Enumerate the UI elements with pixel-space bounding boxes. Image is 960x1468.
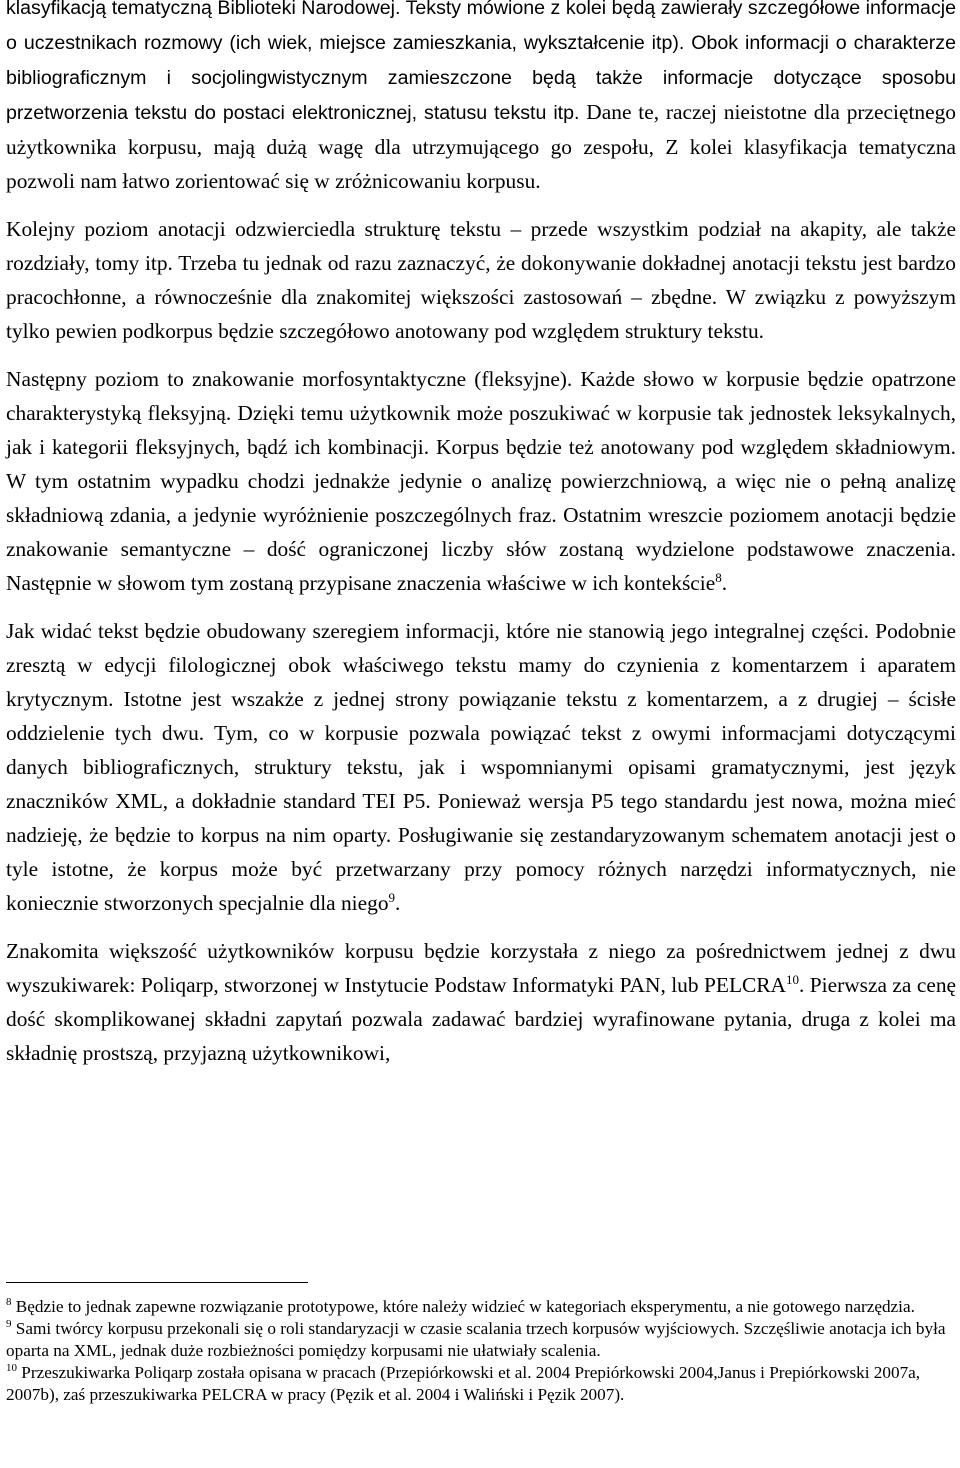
paragraph-3-text: Następny poziom to znakowanie morfosyntaktyczne (fleksyjne). Każde słowo w korpusie będzie opatrzone charakterystyką fleksyjną. Dzięki temu użytkownik może poszukiwać w korpusie tak jednostek leksykalnych, jak i kategorii fleksyjnych, bądź ich kombinacji. Korpus będzie też anotowany pod względem składniowym. W tym ostatnim wypadku chodzi jednakże jedynie o analizę powierzchniową, a więc nie o pełną analizę składniową zdania, a jedynie wyróżnienie poszczególnych fraz. Ostatnim wreszcie poziomem anotacji będzie znakowanie semantyczne – dość ograniczonej liczby słów zostaną wydzielone podstawowe znaczenia. Następnie w słowom tym zostaną przypisane znaczenia właściwe w ich kontekście (6, 367, 956, 595)
footnote-10 (6, 1362, 956, 1406)
footnote-8 (6, 1296, 956, 1318)
footnote-text: Przeszukiwarka Poliqarp została opisana w pracach (Przepiórkowski et al. 2004 Prepiórkowski 2004,Janus i Prepiórkowski 2007a, 2007b), zaś przeszukiwarka PELCRA w pracy (Pęzik et al. 2004 i Waliński i Pęzik 2007). (6, 1363, 921, 1404)
footnote-ref-9[interactable]: 9 (388, 890, 396, 905)
footnote-number: 9 (6, 1318, 12, 1330)
footnote-9 (6, 1318, 956, 1362)
footnote-number: 8 (6, 1296, 12, 1308)
paragraph-5-text-a: Znakomita większość użytkowników korpusu będzie korzystała z niego za pośrednictwem jednej z dwu wyszukiwarek: Poliqarp, stworzonej w Instytucie Podstaw Informatyki PAN, lub PELCRA (6, 939, 956, 997)
footnotes (6, 1296, 956, 1406)
paragraph-1 (6, 0, 956, 198)
footnote-ref-10[interactable]: 10 (786, 972, 799, 987)
paragraph-3-end: . (721, 571, 728, 595)
paragraph-2: Kolejny poziom anotacji odzwierciedla strukturę tekstu – przede wszystkim podział na akapity, ale także rozdziały, tomy itp. Trzeba tu jednak od razu zaznaczyć, że dokonywanie dokładnej anotacji tekstu jest bardzo pracochłonne, a równocześnie dla znakomitej większości zastosowań – zbędne. W związku z powyższym tylko pewien podkorpus będzie szczegółowo anotowany pod względem struktury tekstu. (6, 217, 956, 343)
footnote-ref-8[interactable]: 8 (715, 570, 722, 585)
document-page (6, 0, 957, 1404)
footnote-separator (6, 1282, 308, 1283)
paragraph-5 (6, 934, 956, 1070)
paragraph-1-serif-run: Dane te, raczej nieistotne dla przeciętnego użytkownika korpusu, mają dużą wagę dla utrzymującego go zespołu, Z kolei klasyfikacja tematyczna pozwoli nam łatwo zorientować się w zróżnicowaniu korpusu. (6, 100, 956, 193)
paragraph-1-sans-run: klasyfikacją tematyczną Biblioteki Narodowej. Teksty mówione z kolei będą zawierały szczegółowe informacje o uczestnikach rozmowy (ich wiek, miejsce zamieszkania, wykształcenie itp). Obok informacji o charakterze bibliograficznym i socjolingwistycznym zamieszczone będą także informacje dotyczące sposobu przetworzenia tekstu do postaci elektronicznej, statusu tekstu itp. (6, 0, 956, 124)
paragraph-4-end: . (395, 891, 401, 915)
footnote-number: 10 (6, 1362, 17, 1374)
paragraph-5-text-b: . Pierwsza za cenę dość skomplikowanej składni zapytań pozwala zadawać bardziej wyrafinowane pytania, druga z kolei ma składnię prostszą, przyjazną użytkownikowi, (6, 973, 957, 1065)
paragraph-4-text: Jak widać tekst będzie obudowany szeregiem informacji, które nie stanowią jego integralnej części. Podobnie zresztą w edycji filologicznej obok właściwego tekstu mamy do czynienia z komentarzem i aparatem krytycznym. Istotne jest wszakże z jednej strony powiązanie tekstu z komentarzem, a z drugiej – ścisłe oddzielenie tych dwu. Tym, co w korpusie pozwala powiązać tekst z owymi informacjami dotyczącymi danych bibliograficznych, struktury tekstu, jak i wspomnianymi opisami gramatycznymi, jest język znaczników XML, a dokładnie standard TEI P5. Ponieważ wersja P5 tego standardu jest nowa, można mieć nadzieję, że będzie to korpus na nim oparty. Posługiwanie się zestandaryzowanym schematem anotacji jest o tyle istotne, że korpus może być przetwarzany przy pomocy różnych narzędzi informatycznych, nie koniecznie stworzonych specjalnie dla niego (6, 619, 956, 915)
paragraph-3 (6, 362, 956, 600)
footnote-text: Sami twórcy korpusu przekonali się o roli standaryzacji w czasie scalania trzech korpusów wyjściowych. Szczęśliwie anotacja ich była oparta na XML, jednak duże rozbieżności pomiędzy korpusami nie ułatwiały scalenia. (6, 1319, 946, 1360)
footnote-text: Będzie to jednak zapewne rozwiązanie prototypowe, które należy widzieć w kategoriach eksperymentu, a nie gotowego narzędzia. (15, 1297, 915, 1316)
paragraph-4 (6, 614, 956, 920)
